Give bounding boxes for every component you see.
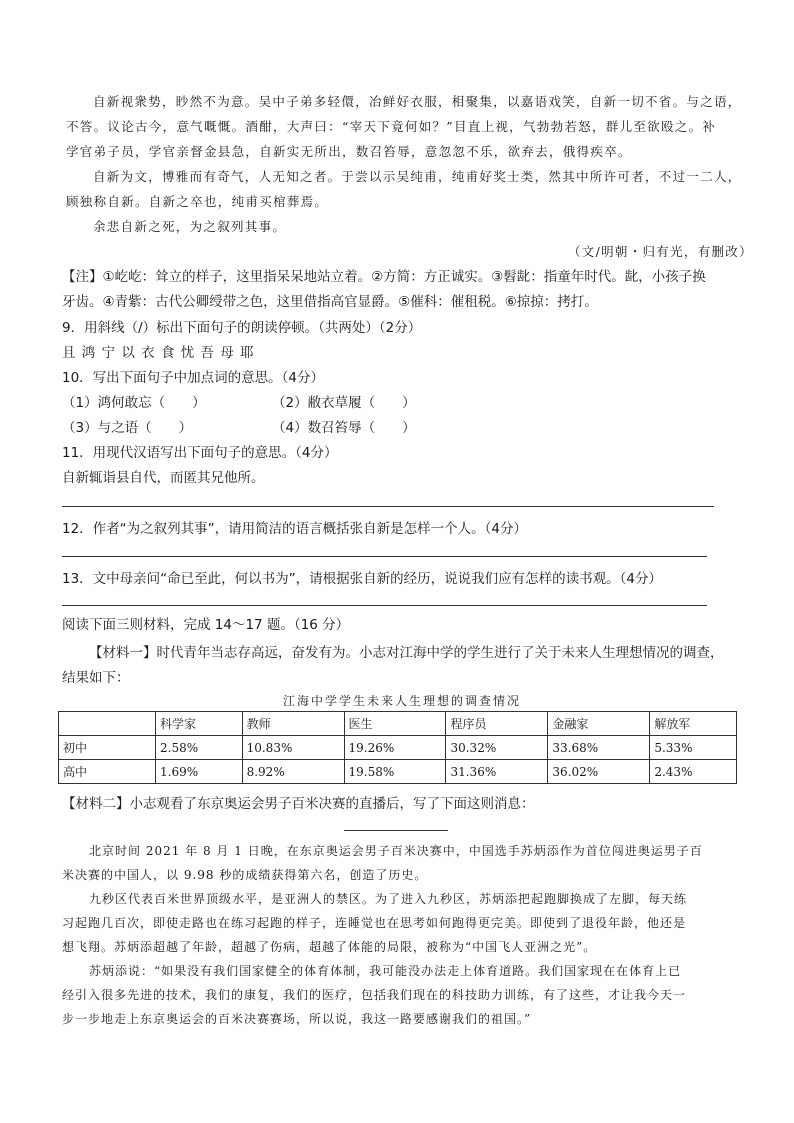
table-cell: 高中	[59, 760, 156, 784]
table-cell: 初中	[59, 736, 156, 760]
passage-line: 不答。议论古今，意气嘅慨。酒酣，大声曰：“宰天下竟何如？”目直上视，气勃勃若怒，群儿至欲殴之。补	[66, 119, 717, 134]
table-cell: 程序员	[446, 712, 548, 736]
question-13: 13．文中母亲问“命已至此，何以书为”，请根据张自新的经历，说说我们应有怎样的读书观。（4分）	[62, 571, 663, 587]
question-9: 9．用斜线（/）标出下面句子的朗读停顿。（共两处）（2分）	[62, 320, 422, 336]
table-cell: 教师	[242, 712, 344, 736]
table-cell	[59, 712, 156, 736]
table-cell: 8.92%	[242, 760, 344, 784]
question-10-item: （1）鸿何敢忘（ ）	[62, 395, 206, 411]
question-12: 12．作者“为之叙列其事”，请用简洁的语言概括张自新是怎样一个人。（4分）	[62, 521, 528, 537]
answer-line[interactable]	[62, 556, 707, 557]
table-row	[59, 760, 737, 784]
table-cell: 33.68%	[548, 736, 650, 760]
table-cell: 30.32%	[446, 736, 548, 760]
table-row	[59, 712, 737, 736]
materials-intro: 阅读下面三则材料，完成 14～17 题。（16 分）	[62, 617, 350, 633]
news-line: 想飞翔。苏炳添超越了年龄，超越了伤病，超越了体能的局限，被称为“中国飞人亚洲之光”。	[62, 940, 597, 954]
passage-line: 自新为文，博雅而有奇气，人无知之者。于尝以示吴纯甫，纯甫好奖士类，然其中所许可者，不过一二人，	[93, 169, 742, 184]
table-cell: 2.58%	[156, 736, 243, 760]
news-line: 北京时间 2021 年 8 月 1 日晚，在东京奥运会男子百米决赛中，中国选手苏炳添作为首位闯进奥运男子百	[89, 844, 703, 858]
passage-line: 顾独称自新。自新之卒也，纯甫买棺葬焉。	[66, 194, 329, 209]
survey-table	[58, 711, 737, 784]
table-cell: 19.58%	[344, 760, 446, 784]
table-cell: 36.02%	[548, 760, 650, 784]
material-2-intro: 【材料二】小志观看了东京奥运会男子百米决赛的直播后，写了下面这则消息：	[62, 796, 535, 812]
table-cell: 解放军	[650, 712, 737, 736]
table-cell: 2.43%	[650, 760, 737, 784]
news-line: 步一步地走上东京奥运会的百米决赛赛场，所以说，我这一路要感谢我们的祖国。”	[62, 1012, 532, 1026]
table-row	[59, 736, 737, 760]
answer-line[interactable]	[62, 506, 714, 507]
table-cell: 科学家	[156, 712, 243, 736]
table-cell: 金融家	[548, 712, 650, 736]
table-cell: 1.69%	[156, 760, 243, 784]
table-cell: 5.33%	[650, 736, 737, 760]
question-9-text: 且 鸿 宁 以 衣 食 忧 吾 母 耶	[62, 345, 255, 361]
table-cell: 10.83%	[242, 736, 344, 760]
survey-title: 江海中学学生未来人生理想的调查情况	[283, 694, 522, 708]
note-line: 【注】①屹屹：耸立的样子，这里指呆呆地站立着。②方简：方正诚实。③髫龀：指童年时代。龀，小孩子换	[62, 269, 706, 285]
question-10-item: （2）敝衣草履（ ）	[272, 395, 416, 411]
passage-line: 余悲自新之死，为之叙列其事。	[93, 219, 287, 234]
material-1-line: 【材料一】时代青年当志存高远，奋发有为。小志对江海中学的学生进行了关于未来人生理想情况的调查，	[89, 645, 724, 661]
question-10-item: （3）与之语（ ）	[62, 420, 193, 436]
table-cell: 19.26%	[344, 736, 446, 760]
table-cell: 医生	[344, 712, 446, 736]
news-line: 经引入很多先进的技术，我们的康复，我们的医疗，包括我们现在的科技助力训练，有了这些，才让我今天一	[62, 988, 687, 1002]
material-1-line: 结果如下：	[62, 670, 130, 686]
question-10: 10．写出下面句子中加点词的意思。（4分）	[62, 370, 325, 386]
news-line: 九秒区代表百米世界顶级水平，是亚洲人的禁区。为了进入九秒区，苏炳添把起跑脚换成了左脚，每天练	[89, 892, 688, 906]
note-line: 牙齿。④青紫：古代公卿绶带之色，这里借指高官显爵。⑤催科：催租税。⑥掠掠：拷打。	[62, 294, 598, 310]
table-cell: 31.36%	[446, 760, 548, 784]
news-line: 习起跑几百次，即使走路也在练习起跑的样子，连睡觉也在思考如何跑得更完美。即使到了退役年龄，他还是	[62, 916, 687, 930]
passage-line: 自新视衆势，眇然不为意。吴中子弟多轻儇，冶鲜好衣服，相聚集，以嘉语戏笑，自新一切不省。与之语，	[93, 94, 742, 109]
question-10-item: （4）数召笞辱（ ）	[272, 420, 416, 436]
news-headline-blank	[344, 830, 448, 831]
news-line: 苏炳添说：“如果没有我们国家健全的体育体制，我可能没办法走上体育道路。我们国家现在在体育上已	[89, 964, 682, 978]
answer-line[interactable]	[62, 605, 707, 606]
question-11-text: 自新辄诣县自代，而匿其兄他所。	[62, 470, 265, 486]
passage-source: （文/明朝・归有光，有删改）	[568, 244, 753, 259]
passage-line: 学官弟子员，学官亲督金县急，自新实无所出，数召笞辱，意忽忽不乐，欲弃去，俄得疾卒。	[66, 144, 632, 159]
news-line: 米决赛的中国人，以 9.98 秒的成绩获得第六名，创造了历史。	[62, 868, 428, 882]
question-11: 11．用现代汉语写出下面句子的意思。（4分）	[62, 445, 338, 461]
